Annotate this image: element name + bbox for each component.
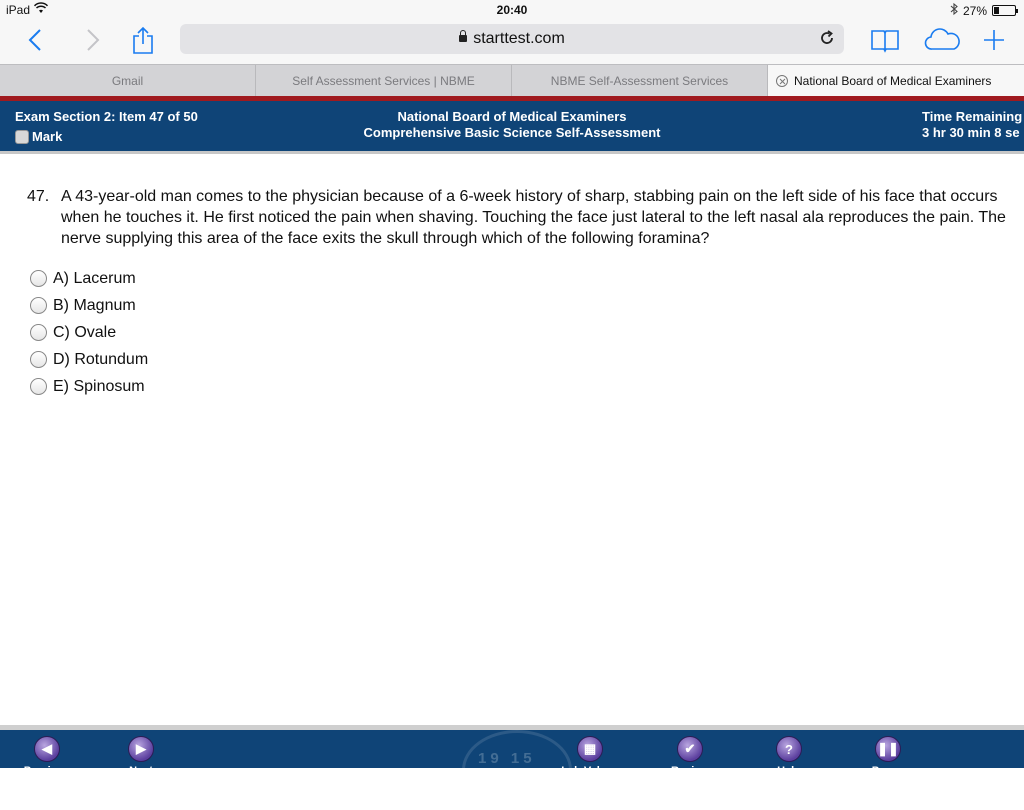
answer-choice-e[interactable] [30, 373, 148, 400]
exam-title: Comprehensive Basic Science Self-Assessment [363, 125, 661, 140]
header-divider [0, 151, 1024, 154]
tab-nbme-self-assessment[interactable] [512, 65, 768, 96]
reload-icon[interactable] [818, 29, 836, 52]
address-bar[interactable] [180, 24, 844, 54]
bookmarks-icon[interactable] [868, 24, 902, 56]
seal-year: 19 15 [478, 750, 536, 767]
next-icon: ▶ [128, 736, 154, 762]
item-counter: Exam Section 2: Item 47 of 50 [15, 109, 198, 124]
next-label: Next [129, 765, 153, 777]
time-remaining-label: Time Remaining [922, 109, 1023, 124]
radio-button[interactable] [30, 270, 47, 287]
tab-label: National Board of Medical Examiners [794, 73, 992, 88]
review-check-icon: ✔ [677, 736, 703, 762]
question-stem: A 43-year-old man comes to the physician because of a 6-week history of sharp, stabbing pain on the left side of his face that occurs when he touches it. He first noticed the pain when shaving. Touching the face just lateral to the left nasal ala reproduces the pain. The nerve supplying this area of the face exits the skull through which of the following foramina? [61, 188, 1006, 247]
new-tab-icon[interactable] [980, 24, 1008, 56]
lock-icon [459, 35, 467, 42]
tab-label: Gmail [111, 73, 144, 88]
battery-level [994, 7, 999, 14]
tab-self-assessment-services[interactable] [256, 65, 512, 96]
previous-button[interactable] [12, 736, 82, 777]
review-label: Review [671, 765, 709, 777]
question-number: 47. [27, 188, 50, 205]
choice-label: C) Ovale [53, 323, 117, 341]
previous-label: Previous [23, 765, 71, 777]
answer-choice-a[interactable] [30, 265, 148, 292]
browser-toolbar [0, 20, 1024, 64]
choice-label: E) Spinosum [53, 377, 145, 395]
url-text: starttest.com [473, 30, 565, 47]
lab-values-label: Lab Values [561, 765, 619, 777]
battery-percent: 27% [962, 3, 987, 18]
battery-icon [992, 5, 1016, 16]
help-button[interactable] [754, 736, 824, 777]
back-icon[interactable] [22, 24, 48, 56]
review-button[interactable] [655, 736, 725, 777]
choice-label: D) Rotundum [53, 350, 149, 368]
exam-header [0, 101, 1024, 151]
pause-button[interactable] [853, 736, 923, 777]
mark-label: Mark [32, 129, 63, 144]
close-tab-icon[interactable] [776, 75, 788, 87]
lab-values-button[interactable] [555, 736, 625, 777]
tab-label: NBME Self-Assessment Services [550, 73, 729, 88]
icloud-tabs-icon[interactable] [922, 24, 962, 56]
ios-status-bar [0, 0, 1024, 20]
radio-button[interactable] [30, 324, 47, 341]
help-label: Help [777, 765, 801, 777]
pause-icon: ❚❚ [875, 736, 901, 762]
lab-values-icon: ▦ [577, 736, 603, 762]
help-icon: ? [776, 736, 802, 762]
choice-label: A) Lacerum [53, 269, 136, 287]
exam-nav-bar [0, 730, 1024, 777]
device-name: iPad [6, 3, 31, 17]
next-button[interactable] [106, 736, 176, 777]
previous-icon: ◀ [34, 736, 60, 762]
share-icon[interactable] [130, 24, 156, 56]
clock: 20:40 [496, 3, 528, 17]
pause-label: Pause [871, 765, 905, 777]
tab-nbme-active[interactable] [768, 65, 1024, 96]
bluetooth-icon [950, 3, 958, 18]
radio-button[interactable] [30, 297, 47, 314]
browser-tab-bar [0, 64, 1024, 96]
answer-choice-c[interactable] [30, 319, 148, 346]
tab-gmail[interactable] [0, 65, 256, 96]
radio-button[interactable] [30, 351, 47, 368]
radio-button[interactable] [30, 378, 47, 395]
answer-choice-d[interactable] [30, 346, 148, 373]
tab-label: Self Assessment Services | NBME [292, 73, 475, 88]
org-name: National Board of Medical Examiners [397, 109, 627, 124]
time-remaining-value: 3 hr 30 min 8 se [922, 125, 1020, 140]
forward-icon[interactable] [80, 24, 106, 56]
answer-choice-b[interactable] [30, 292, 148, 319]
answer-choices [30, 265, 148, 400]
choice-label: B) Magnum [53, 296, 136, 314]
